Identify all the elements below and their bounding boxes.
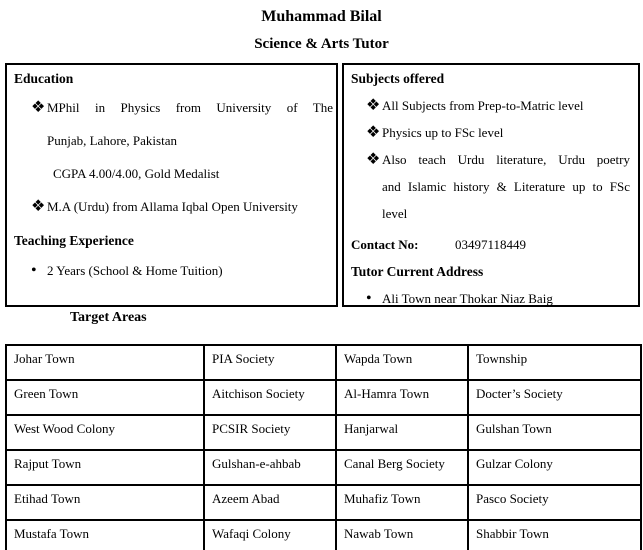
education-item-line: Punjab, Lahore, Pakistan bbox=[47, 133, 177, 148]
table-cell: Township bbox=[468, 345, 641, 380]
education-title: Education bbox=[14, 71, 74, 86]
table-cell: Gulzar Colony bbox=[468, 450, 641, 485]
teaching-experience-title: Teaching Experience bbox=[14, 233, 134, 248]
target-areas-table-body bbox=[6, 345, 641, 550]
table-cell: Aitchison Society bbox=[204, 380, 336, 415]
education-box bbox=[5, 63, 338, 307]
address-item bbox=[366, 285, 638, 312]
table-row bbox=[6, 520, 641, 550]
education-item-text bbox=[47, 91, 333, 157]
table-cell: Johar Town bbox=[6, 345, 204, 380]
table-cell: Azeem Abad bbox=[204, 485, 336, 520]
table-row bbox=[6, 415, 641, 450]
table-cell: Shabbir Town bbox=[468, 520, 641, 550]
table-cell: Mustafa Town bbox=[6, 520, 204, 550]
table-cell: Gulshan-e-ahbab bbox=[204, 450, 336, 485]
address-item-line: Ali Town near Thokar Niaz Baig bbox=[382, 291, 553, 306]
contact-row bbox=[351, 231, 638, 258]
page-title: Muhammad Bilal bbox=[261, 8, 382, 25]
experience-item bbox=[31, 254, 336, 287]
contact-label: Contact No: bbox=[351, 237, 419, 252]
education-item-line: MPhil in Physics from University of The bbox=[47, 100, 333, 115]
table-cell: Green Town bbox=[6, 380, 204, 415]
table-cell: Muhafiz Town bbox=[336, 485, 468, 520]
table-row bbox=[6, 485, 641, 520]
table-cell: Al-Hamra Town bbox=[336, 380, 468, 415]
table-row bbox=[6, 380, 641, 415]
table-cell: PCSIR Society bbox=[204, 415, 336, 450]
education-item-line: M.A (Urdu) from Allama Iqbal Open University bbox=[47, 199, 298, 214]
table-cell: Etihad Town bbox=[6, 485, 204, 520]
dot-bullet-icon: • bbox=[31, 262, 37, 279]
diamond-bullet-icon: ❖ bbox=[31, 198, 46, 215]
subject-item-line: All Subjects from Prep-to-Matric level bbox=[382, 98, 584, 113]
education-item-mphil bbox=[31, 91, 336, 157]
target-areas-section bbox=[5, 344, 642, 550]
table-cell: Canal Berg Society bbox=[336, 450, 468, 485]
table-cell: Hanjarwal bbox=[336, 415, 468, 450]
education-item-ma-urdu bbox=[31, 190, 336, 223]
table-cell: Pasco Society bbox=[468, 485, 641, 520]
subject-item-line: Physics up to FSc level bbox=[382, 125, 504, 140]
diamond-bullet-icon: ❖ bbox=[31, 99, 46, 116]
education-item-cgpa: CGPA 4.00/4.00, Gold Medalist bbox=[53, 166, 220, 181]
diamond-bullet-icon: ❖ bbox=[366, 151, 381, 168]
table-cell: Wapda Town bbox=[336, 345, 468, 380]
table-cell: Docter’s Society bbox=[468, 380, 641, 415]
address-item-text bbox=[382, 285, 630, 312]
subjects-box bbox=[342, 63, 640, 307]
target-areas-table bbox=[5, 344, 642, 550]
table-cell: Gulshan Town bbox=[468, 415, 641, 450]
subject-item bbox=[366, 92, 638, 119]
subject-item-text bbox=[382, 119, 630, 146]
subject-item-line: Also teach Urdu literature, Urdu poetry bbox=[382, 152, 630, 167]
subject-item-line: level bbox=[382, 206, 408, 221]
table-cell: Nawab Town bbox=[336, 520, 468, 550]
education-item-text bbox=[47, 190, 333, 223]
table-cell: PIA Society bbox=[204, 345, 336, 380]
table-cell: Wafaqi Colony bbox=[204, 520, 336, 550]
subjects-title: Subjects offered bbox=[351, 71, 445, 86]
table-cell: Rajput Town bbox=[6, 450, 204, 485]
page-subtitle: Science & Arts Tutor bbox=[254, 36, 389, 52]
table-row bbox=[6, 450, 641, 485]
table-cell: West Wood Colony bbox=[6, 415, 204, 450]
diamond-bullet-icon: ❖ bbox=[366, 97, 381, 114]
subject-item-text bbox=[382, 146, 630, 227]
subject-item-line: and Islamic history & Literature up to FSc bbox=[382, 179, 630, 194]
experience-item-line: 2 Years (School & Home Tuition) bbox=[47, 263, 223, 278]
subject-item-text bbox=[382, 92, 630, 119]
contact-number: 03497118449 bbox=[455, 237, 527, 252]
subject-item bbox=[366, 119, 638, 146]
experience-item-text bbox=[47, 254, 333, 287]
target-areas-title: Target Areas bbox=[70, 310, 147, 325]
dot-bullet-icon: • bbox=[366, 290, 372, 307]
tutor-address-title: Tutor Current Address bbox=[351, 264, 484, 279]
subject-item bbox=[366, 146, 638, 227]
table-row bbox=[6, 345, 641, 380]
diamond-bullet-icon: ❖ bbox=[366, 124, 381, 141]
